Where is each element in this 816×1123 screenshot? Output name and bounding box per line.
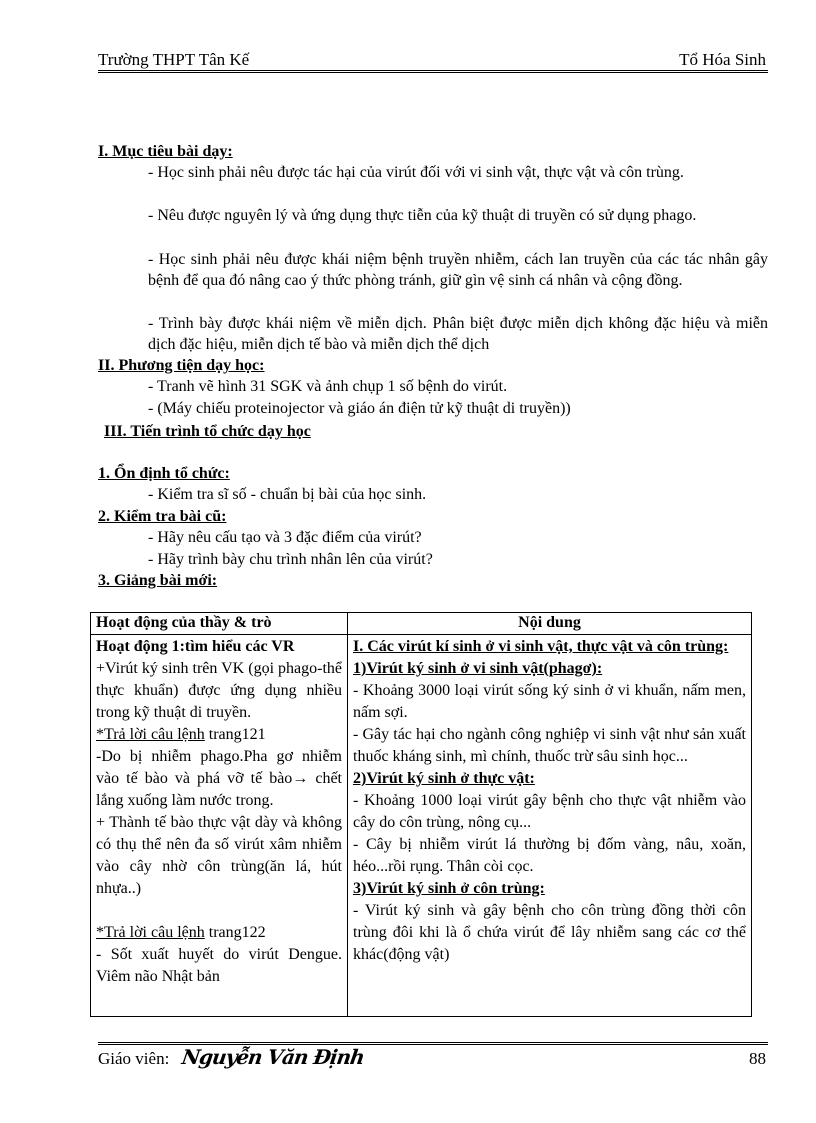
step-item: - Kiểm tra sĩ số - chuẩn bị bài của học sinh. (148, 486, 427, 503)
material-item: - (Máy chiếu proteinojector và giáo án điện tử kỹ thuật di truyền)) (148, 400, 571, 417)
step-item: - Hãy trình bày chu trình nhân lên của virút? (148, 551, 433, 568)
page-footer (98, 1042, 768, 1069)
content-item: - Gây tác hại cho ngành công nghiệp vi sinh vật như sản xuất thuốc kháng sinh, mì chính, thuốc trừ sâu sinh học... (353, 726, 746, 765)
content-item: - Khoảng 1000 loại virút gây bệnh cho thực vật nhiễm vào cây do côn trùng, nông cụ... (353, 792, 746, 831)
objective-item: - Trình bày được khái niệm về miễn dịch. Phân biệt được miễn dịch không đặc hiệu và miễn dịch đặc hiệu, miễn dịch tế bào và miễn dịch thể dịch (148, 315, 768, 353)
question-label: *Trả lời câu lệnh (96, 924, 205, 941)
lesson-table (90, 612, 752, 1017)
subheading: 1)Virút ký sinh ở vi sinh vật(phagơ): (353, 660, 603, 677)
activity-paragraph: -Do bị nhiễm phago.Pha gơ nhiễm vào tế bào và phá vỡ tế bào→ chết lắng xuống làm nước trong. (96, 748, 342, 809)
content-item: - Virút ký sinh và gây bệnh cho côn trùng đồng thời côn trùng đôi khi là ổ chứa virút để lây nhiễm sang các cơ thể khác(động vật) (353, 902, 746, 963)
objective-item: - Nêu được nguyên lý và ứng dụng thực tiễn của kỹ thuật di truyền có sử dụng phago. (148, 207, 697, 224)
column-header-activity: Hoạt động của thầy & trò (91, 613, 348, 635)
content-item: - Cây bị nhiễm virút lá thường bị đốm vàng, nâu, xoăn, héo...rồi rụng. Thân còi cọc. (353, 836, 746, 875)
step-heading-review: 2. Kiểm tra bài cũ: (98, 508, 227, 525)
content-cell (348, 635, 752, 1017)
step-heading-organization: 1. Ổn định tổ chức: (98, 465, 230, 482)
content-item: - Khoảng 3000 loại virút sống ký sinh ở vi khuẩn, nấm men, nấm sợi. (353, 682, 746, 721)
section-heading-process: III. Tiến trình tổ chức dạy học (104, 423, 311, 440)
teacher-signature: Nguyễn Văn Định (180, 1045, 366, 1069)
page-number: 88 (749, 1049, 766, 1068)
subheading: 2)Virút ký sinh ở thực vật: (353, 770, 535, 787)
question-ref (96, 922, 342, 944)
activity-paragraph: + Thành tế bào thực vật dày và không có thụ thể nên đa số virút xâm nhiễm vào cây nhờ côn trùng(ăn lá, hút nhựa..) (96, 814, 342, 897)
department-name: Tổ Hóa Sinh (679, 50, 766, 69)
activity-cell (91, 635, 348, 1017)
section-heading-materials: II. Phương tiện dạy học: (98, 357, 265, 374)
section-heading-objectives: I. Mục tiêu bài dạy: (98, 143, 233, 160)
page-header (98, 48, 768, 73)
question-label: *Trả lời câu lệnh (96, 726, 205, 743)
objective-item: - Học sinh phải nêu được khái niệm bệnh truyền nhiễm, cách lan truyền của các tác nhân gây bệnh để qua đó nâng cao ý thức phòng tránh, giữ gìn vệ sinh cá nhân và cộng đồng. (148, 251, 768, 289)
teacher-label: Giáo viên: (98, 1049, 170, 1068)
school-name: Trường THPT Tân Kế (98, 50, 250, 69)
objective-item: - Học sinh phải nêu được tác hại của virút đối với vi sinh vật, thực vật và côn trùng. (148, 164, 684, 181)
activity-title: Hoạt động 1:tìm hiểu các VR (96, 638, 295, 655)
activity-paragraph: +Virút ký sinh trên VK (gọi phago-thể thực khuẩn) được ứng dụng nhiều trong kỹ thuật di truyền. (96, 660, 342, 721)
step-item: - Hãy nêu cấu tạo và 3 đặc điểm của virút? (148, 529, 422, 546)
activity-paragraph: - Sốt xuất huyết do virút Dengue. Viêm não Nhật bản (96, 946, 342, 985)
question-page: trang122 (204, 924, 266, 941)
material-item: - Tranh vẽ hình 31 SGK và ảnh chụp 1 số bệnh do virút. (148, 378, 508, 395)
question-page: trang121 (204, 726, 266, 743)
content-title: I. Các virút kí sinh ở vi sinh vật, thực vật và côn trùng: (353, 638, 729, 655)
step-heading-new-lesson: 3. Giảng bài mới: (98, 572, 218, 589)
subheading: 3)Virút ký sinh ở côn trùng: (353, 880, 545, 897)
question-ref (96, 724, 342, 746)
column-header-content: Nội dung (348, 613, 752, 635)
